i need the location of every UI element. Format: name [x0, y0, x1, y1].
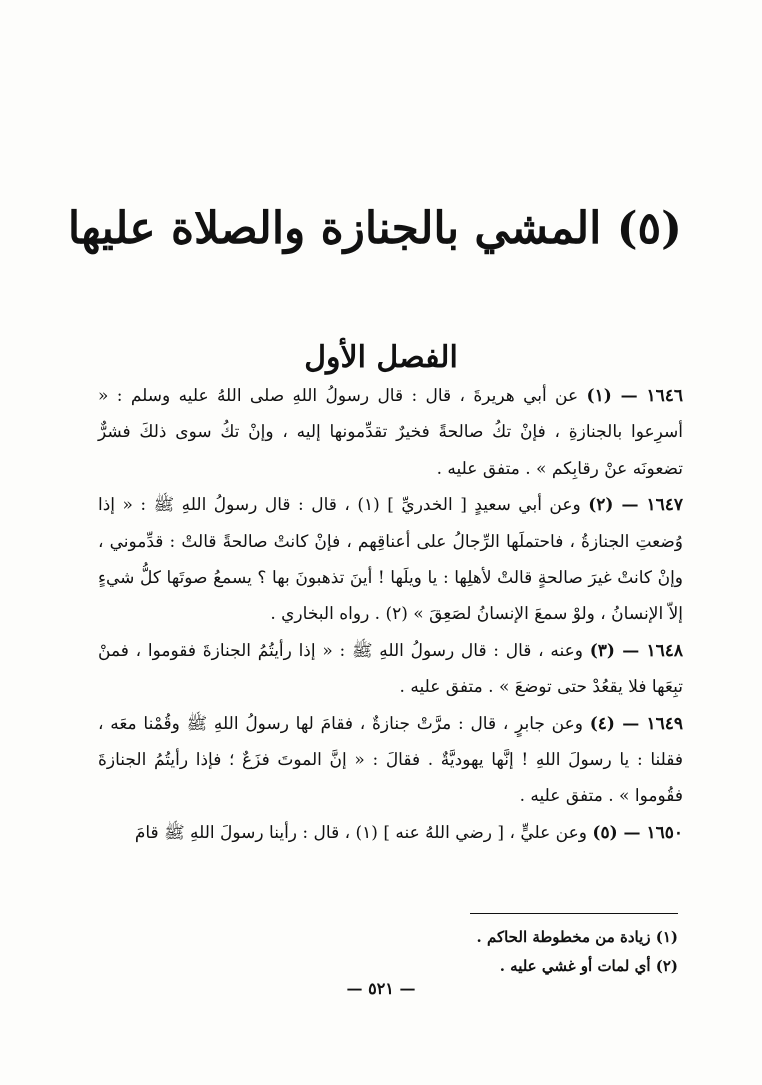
- hadith-number: ١٦٤٦ — (١): [586, 386, 684, 406]
- page-number: — ٥٢١ —: [346, 979, 416, 998]
- hadith-number: ١٦٤٩ — (٤): [589, 713, 683, 734]
- hadith-text: وعن جابرٍ ، قال : مرَّتْ جنازةٌ ، فقامَ لها رسولُ اللهِ ﷺ وقُمْنا معَه ، فقلنا : يا رسولَ اللهِ ! إنَّها يهوديَّةٌ . فقالَ : « إنَّ الموتَ فزَعٌ ؛ فإذا رأيتُمُ الجنازةَ فقُوموا » . متفق عليه .: [98, 713, 683, 807]
- hadith-text: عن أبي هريرةَ ، قال : قال رسولُ اللهِ صلى اللهُ عليه وسلم : « أسرِعوا بالجنازةِ ، فإنْ تكُ صالحةً فخيرٌ تقدِّمونها إليه ، وإنْ تكُ سوى ذلكَ فشرٌّ تضعونَه عنْ رقابِكم » . متفق عليه .: [98, 386, 683, 479]
- hadith-number: ١٦٥٠ — (٥): [592, 822, 683, 843]
- footnotes: [300, 923, 678, 981]
- hadith-1649: [98, 706, 683, 815]
- footnote-divider: [470, 913, 678, 914]
- footnote-1: (١) زيادة من مخطوطة الحاكم .: [476, 928, 678, 946]
- hadith-1648: [98, 633, 683, 706]
- hadith-1646: [98, 378, 683, 487]
- hadith-body: [98, 378, 683, 851]
- hadith-text: وعن أبي سعيدٍ [ الخدريِّ ] (١) ، قال : قال رسولُ اللهِ ﷺ : « إذا وُضعتِ الجنازةُ ، فاحتملَها الرِّجالُ على أعناقِهم ، فإنْ كانتْ صالحةً قالتْ : قدِّموني ، وإنْ كانتْ غيرَ صالحةٍ قالتْ لأهلِها : يا ويلَها ! أينَ تذهبونَ بها ؟ يسمعُ صوتَها كلُّ شيءٍ إلاّ الإنسانُ ، ولوْ سمعَ الإنسانُ لصَعِقَ » (٢) . رواه البخاري .: [98, 495, 683, 625]
- hadith-text: وعن عليٍّ ، [ رضي اللهُ عنه ] (١) ، قال : رأينا رسولَ اللهِ ﷺ قامَ: [134, 822, 587, 843]
- hadith-text: وعنه ، قال : قال رسولُ اللهِ ﷺ : « إذا رأيتُمُ الجنازةَ فقوموا ، فمنْ تبِعَها فلا يقعُدْ حتى توضعَ » . متفق عليه .: [98, 640, 683, 698]
- section-title: الفصل الأول: [304, 339, 458, 375]
- hadith-1647: [98, 487, 683, 633]
- hadith-number: ١٦٤٨ — (٣): [589, 640, 683, 661]
- hadith-1650: [98, 815, 683, 851]
- footnote-2: (٢) أي لمات أو غشي عليه .: [499, 957, 678, 975]
- chapter-title: (٥) المشي بالجنازة والصلاة عليها: [67, 203, 682, 255]
- hadith-number: ١٦٤٧ — (٢): [588, 495, 683, 516]
